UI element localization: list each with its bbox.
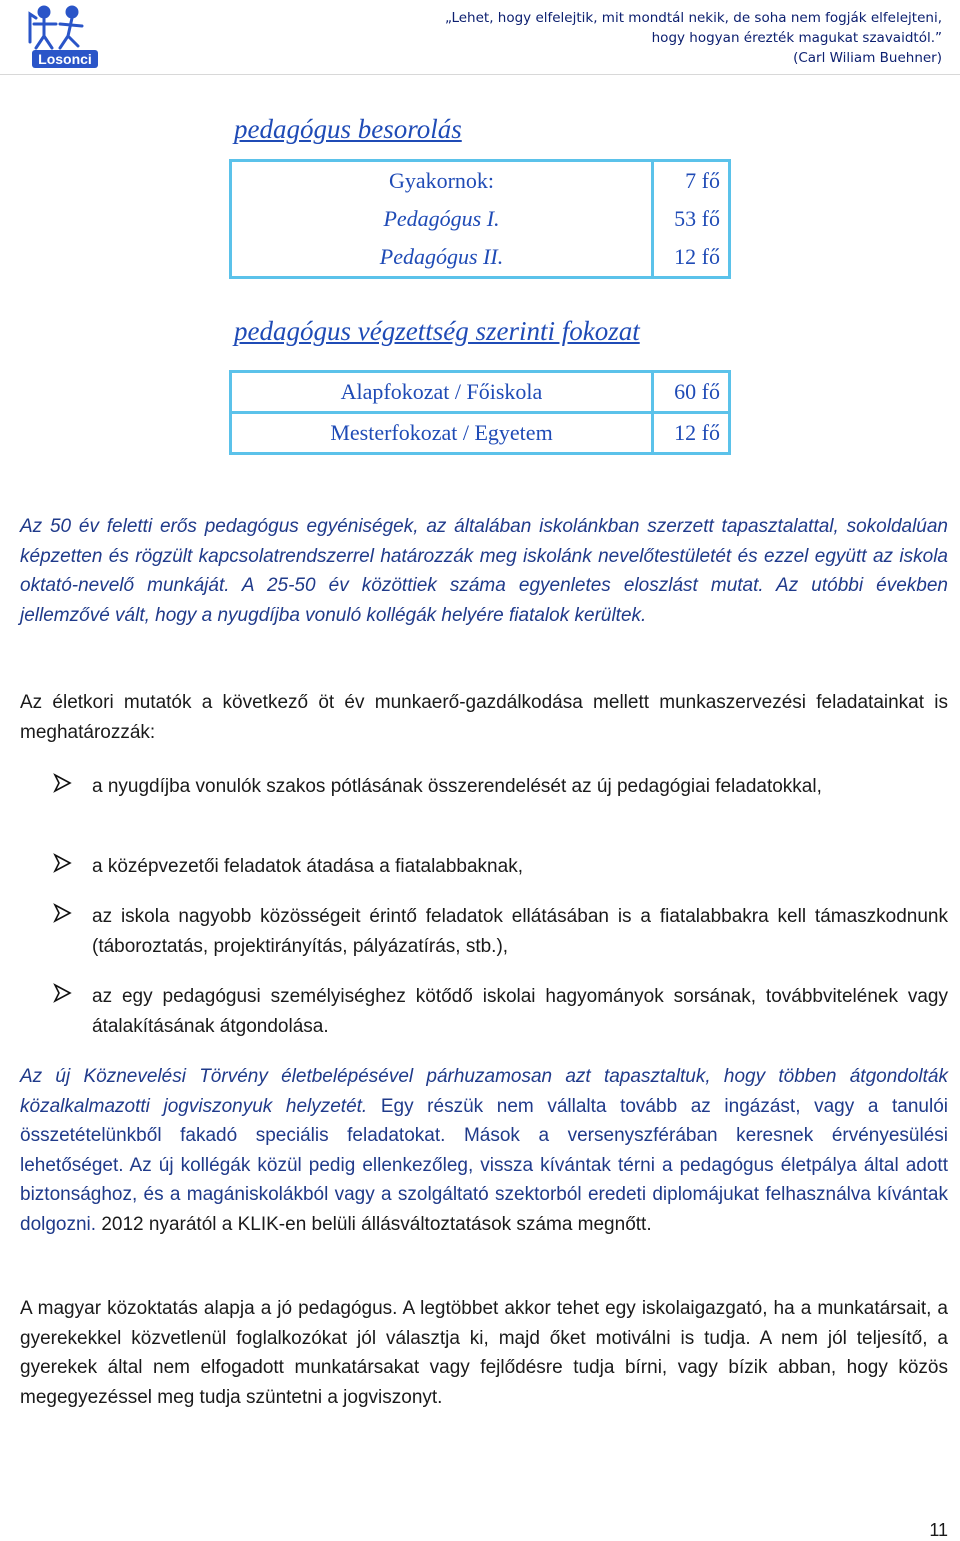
row-label: Pedagógus II. — [231, 238, 653, 278]
arrow-bullet-icon — [52, 902, 74, 924]
list-item-text: a nyugdíjba vonulók szakos pótlásának összerendelését az új pedagógiai feladatokkal, — [92, 776, 822, 797]
besorolas-table — [229, 159, 731, 279]
paragraph-indicators: Az életkori mutatók a következő öt év munkaerő-gazdálkodása mellett munkaszervezési feladatainkat is meghatározzák: — [20, 692, 948, 743]
list-item — [52, 852, 948, 882]
row-label: Alapfokozat / Főiskola — [231, 372, 653, 413]
row-value: 53 fő — [653, 200, 730, 238]
paragraph-kozneveles-plain: 2012 nyarától a KLIK-en belüli állásváltoztatások száma megnőtt. — [96, 1213, 652, 1235]
arrow-bullet-icon — [52, 982, 74, 1004]
row-label: Mesterfokozat / Egyetem — [231, 413, 653, 454]
row-label: Pedagógus I. — [231, 200, 653, 238]
quote-line-2: hogy hogyan érezték magukat szavaidtól.” — [651, 30, 942, 46]
list-item-text: az egy pedagógusi személyiséghez kötődő iskolai hagyományok sorsának, továbbvitelének vagy átalakításának átgondolása. — [92, 986, 948, 1037]
header-divider — [0, 74, 960, 75]
table-row — [231, 238, 730, 278]
row-label: Gyakornok: — [231, 161, 653, 201]
list-item — [52, 772, 948, 802]
page-number: 11 — [929, 1520, 948, 1540]
paragraph-kozneveles-blue: Egy részük nem vállalta tovább az ingázást, vagy a tanulói összetételünkből fakadó speciális feladatokat. Mások a versenyszférában keresnek érvényesülési lehetőséget. Az új kollégák közül pedig ellenkezőleg, vissza kívántak térni a pedagógus életpálya által adott biztonsághoz, és a magániskolákból vagy a szolgáltató szektorból eredeti diplomájukat felhasználva kívántak dolgozni. — [20, 1095, 948, 1235]
arrow-bullet-icon — [52, 772, 74, 794]
table-row — [231, 372, 730, 413]
arrow-bullet-icon — [52, 852, 74, 874]
header-quote — [422, 8, 942, 68]
paragraph-kozneveles-italic: Az új Köznevelési Törvény életbelépésével párhuzamosan azt tapasztaltuk, hogy többen átgondolták közalkalmazotti jogviszonyuk helyzetét. — [20, 1066, 948, 1117]
row-value: 12 fő — [653, 238, 730, 278]
section-title-besorolas: pedagógus besorolás — [234, 114, 462, 144]
list-item-text: a középvezetői feladatok átadása a fiatalabbaknak, — [92, 856, 523, 877]
list-item — [52, 902, 948, 961]
row-value: 60 fő — [653, 372, 730, 413]
quote-author: (Carl Wiliam Buehner) — [793, 50, 942, 66]
school-logo — [22, 2, 102, 70]
paragraph-kozneveles — [20, 1062, 948, 1239]
row-value: 7 fő — [653, 161, 730, 201]
logo-text: Losonci — [38, 51, 92, 67]
paragraph-jo-pedagogus: A magyar közoktatás alapja a jó pedagógus. A legtöbbet akkor tehet egy iskolaigazgató, ha a munkatársait, a gyerekekkel közvetlenül foglalkozókat jól választja ki, majd őket motiválni is tudja. A nem jól teljesítő, a gyerekek által nem elfogadott munkatársakat vagy fejlődésre tudja bírni, vagy bízik abban, hogy közös megegyezéssel meg tudja szüntetni a jogviszonyt. — [20, 1298, 948, 1408]
table-row — [231, 200, 730, 238]
row-value: 12 fő — [653, 413, 730, 454]
paragraph-age-structure: Az 50 év feletti erős pedagógus egyéniségek, az általában iskolánkban szerzett tapasztalattal, sokoldalúan képzetten és rögzült kapcsolatrendszerrel határozzák meg iskolánk nevelőtestületét és ezzel együtt az iskola oktató-nevelő munkáját. A 25-50 év közöttiek száma egyenletes eloszlást mutat. Az utóbbi években jellemzővé vált, hogy a nyugdíjba vonuló kollégák helyére fiatalok kerültek. — [20, 516, 948, 626]
list-item-text: az iskola nagyobb közösségeit érintő feladatok ellátásában is a fiatalabbakra kell támaszkodnunk (táboroztatás, projektirányítás, pályázatírás, stb.), — [92, 906, 948, 957]
quote-line-1: „Lehet, hogy elfelejtik, mit mondtál nekik, de soha nem fogják elfelejteni, — [444, 10, 942, 26]
table-row — [231, 413, 730, 454]
list-item — [52, 982, 948, 1041]
vegzettseg-table — [229, 370, 731, 455]
table-row — [231, 161, 730, 201]
section-title-vegzettseg: pedagógus végzettség szerinti fokozat — [234, 316, 640, 346]
